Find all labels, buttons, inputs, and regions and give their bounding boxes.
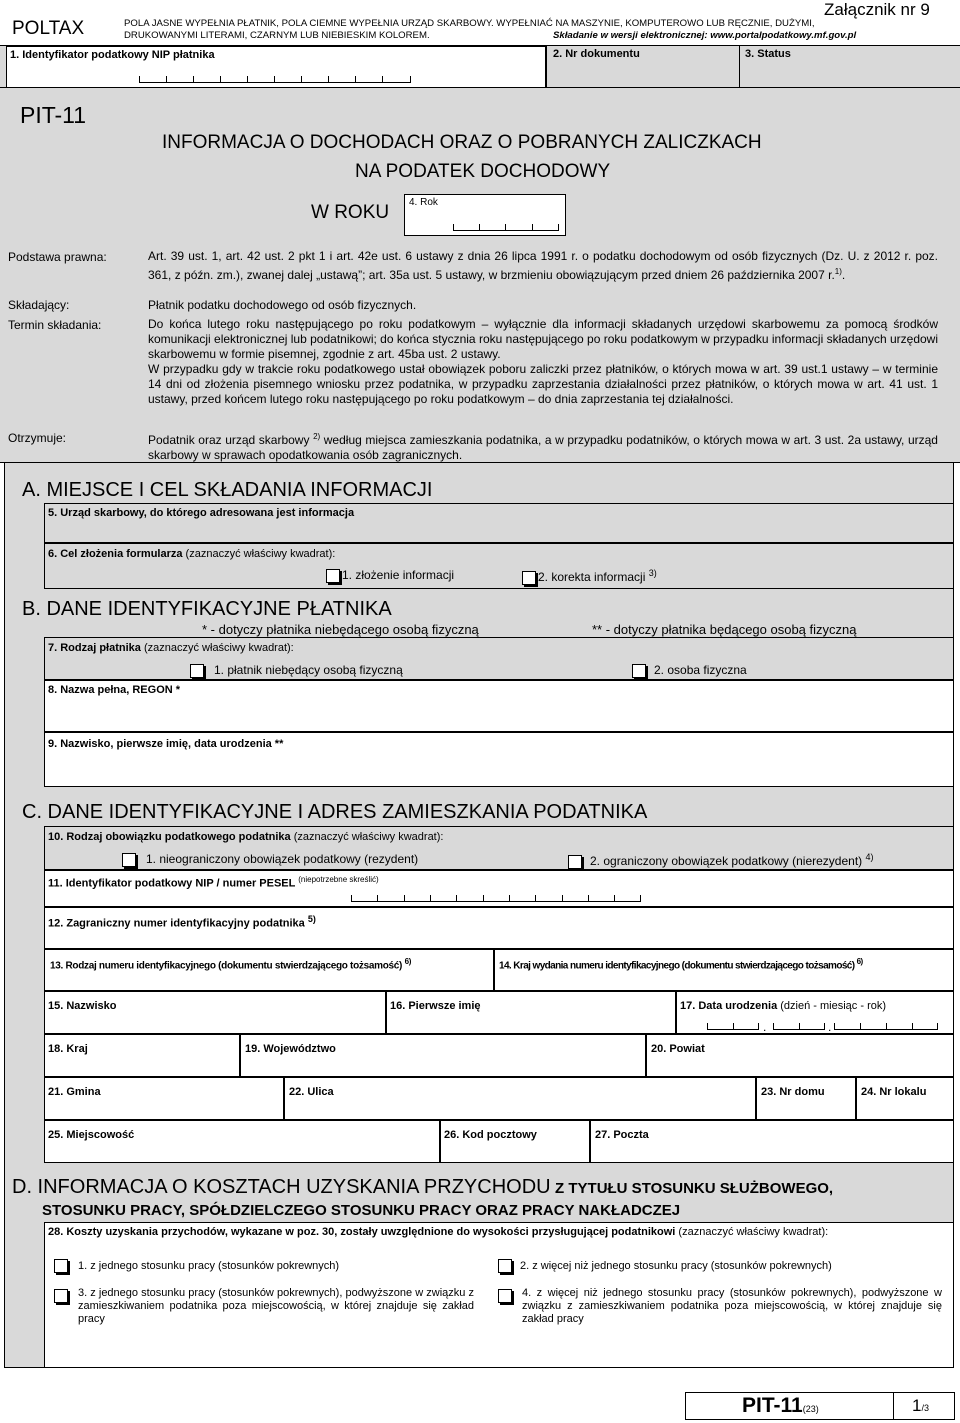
footer-total: /3 <box>921 1403 929 1413</box>
section-a-title: A. MIEJSCE I CEL SKŁADANIA INFORMACJI <box>22 479 433 501</box>
poczta-label: 27. Poczta <box>595 1129 649 1141</box>
section-d-title-line-1 <box>12 1176 952 1200</box>
otrzymuje-sup: 2) <box>313 432 321 441</box>
rok-field[interactable] <box>404 194 566 236</box>
obowiazek-option-2-checkbox[interactable] <box>568 855 582 869</box>
form-code: PIT-11 <box>20 102 87 128</box>
dzien-ticks <box>707 1024 759 1030</box>
otrzymuje-body-b: według miejsca zamieszkania podatnika, a w przypadku podatników, o których mowa w art. 3 ust. 2a ustawy, urząd skarbowy w sprawach opodatkowania osób zagranicznych. <box>148 433 938 462</box>
skladajacy-label: Składający: <box>8 298 70 312</box>
cel-option-2-checkbox[interactable] <box>522 571 536 585</box>
koszty-option-2-checkbox[interactable] <box>498 1259 512 1273</box>
rodzaj-obowiazku-label <box>48 831 443 843</box>
zagraniczny-numer-label <box>48 914 316 930</box>
zagraniczny-numer-field[interactable] <box>44 907 954 949</box>
cel-option-2-sup: 3) <box>648 568 657 578</box>
title-line-2: NA PODATEK DOCHODOWY <box>355 161 611 182</box>
kraj-label: 18. Kraj <box>48 1043 88 1055</box>
wojewodztwo-label: 19. Województwo <box>245 1043 336 1055</box>
rodzaj-platnika-field <box>44 637 954 680</box>
gmina-field[interactable] <box>44 1077 284 1120</box>
cel-option-1[interactable] <box>326 568 454 583</box>
nip-pesel-note: (niepotrzebne skreślić) <box>298 875 379 884</box>
kod-pocztowy-label: 26. Kod pocztowy <box>444 1129 537 1141</box>
footer-page-number <box>912 1396 929 1416</box>
rodzaj-numeru-field[interactable] <box>44 949 494 991</box>
cel-zlozenia-label-bold: 6. Cel złożenia formularza <box>48 548 183 560</box>
nip-digit-ticks <box>139 77 411 83</box>
koszty-option-3-label: 3. z jednego stosunku pracy (stosunków pokrewnych), podwyższone w związku z zamieszkiwaniem podatnika poza miejscowością, w której znajduje się zakład pracy <box>78 1287 474 1325</box>
rok-urodzenia-ticks <box>834 1024 938 1030</box>
status-label: 3. Status <box>745 48 791 60</box>
section-d-title <box>12 1176 952 1222</box>
rodzaj-platnika-option-1-label: 1. płatnik niebędący osobą fizyczną <box>214 663 403 677</box>
miejscowosc-label: 25. Miejscowość <box>48 1129 135 1141</box>
brand: POLTAX <box>12 18 85 39</box>
koszty-option-1-checkbox[interactable] <box>54 1259 68 1273</box>
w-roku-label: W ROKU <box>311 202 390 223</box>
podstawa-sup: 1) <box>834 267 842 276</box>
rodzaj-platnika-note: (zaznaczyć właściwy kwadrat): <box>143 642 294 654</box>
field-divider-1 <box>546 45 547 88</box>
pierwsze-imie-field[interactable] <box>386 991 676 1034</box>
powiat-field[interactable] <box>646 1034 954 1077</box>
termin-label: Termin składania: <box>8 318 102 332</box>
cel-zlozenia-field <box>44 543 954 589</box>
nip-pesel-label-bold: 11. Identyfikator podatkowy NIP / numer PESEL <box>48 877 296 890</box>
footer-version: (23) <box>802 1404 819 1414</box>
rodzaj-platnika-option-2-label: 2. osoba fizyczna <box>654 663 747 677</box>
rok-digit-ticks <box>453 225 559 231</box>
obowiazek-option-1[interactable] <box>122 852 418 867</box>
kraj-field[interactable] <box>44 1034 240 1077</box>
rodzaj-platnika-option-2[interactable] <box>632 663 747 678</box>
koszty-label <box>48 1226 828 1238</box>
obowiazek-option-2-sup: 4) <box>865 852 874 862</box>
nr-domu-label: 23. Nr domu <box>761 1086 825 1098</box>
urzad-skarbowy-label: 5. Urząd skarbowy, do którego adresowana jest informacja <box>48 507 355 519</box>
rodzaj-obowiazku-note: (zaznaczyć właściwy kwadrat): <box>293 831 444 843</box>
termin-text <box>148 317 938 407</box>
data-urodzenia-label <box>680 1000 886 1012</box>
cel-option-2[interactable] <box>522 568 657 585</box>
koszty-option-2-label: 2. z więcej niż jednego stosunku pracy (stosunków pokrewnych) <box>520 1259 832 1272</box>
nazwisko-label: 15. Nazwisko <box>48 1000 117 1012</box>
rodzaj-platnika-option-1-checkbox[interactable] <box>190 664 204 678</box>
data-urodzenia-note: (dzień - miesiąc - rok) <box>780 1000 887 1012</box>
date-dot-1: . <box>763 1020 767 1034</box>
koszty-option-4-label: 4. z więcej niż jednego stosunku pracy (stosunków pokrewnych), podwyższone w związku z zamieszkiwaniem podatnika poza miejscowością, w której znajduje się zakład pracy <box>522 1287 942 1325</box>
section-d-title-small-2: STOSUNKU PRACY, SPÓŁDZIELCZEGO STOSUNKU PRACY ORAZ PRACY NAKŁADCZEJ <box>42 1202 681 1219</box>
nr-domu-field[interactable] <box>756 1077 856 1120</box>
rodzaj-obowiazku-label-bold: 10. Rodzaj obowiązku podatkowego podatnika <box>48 831 291 843</box>
koszty-option-3-checkbox[interactable] <box>54 1289 68 1303</box>
otrzymuje-body-a: Podatnik oraz urząd skarbowy <box>148 433 310 447</box>
rodzaj-platnika-label-bold: 7. Rodzaj płatnika <box>48 642 141 654</box>
koszty-option-3[interactable] <box>54 1287 474 1326</box>
nr-lokalu-field[interactable] <box>856 1077 954 1120</box>
rodzaj-platnika-option-1[interactable] <box>190 663 403 678</box>
section-b-note-2: ** - dotyczy płatnika będącego osobą fizyczną <box>592 622 857 637</box>
powiat-label: 20. Powiat <box>651 1043 705 1055</box>
miejscowosc-field[interactable] <box>44 1120 440 1163</box>
data-urodzenia-label-bold: 17. Data urodzenia <box>680 1000 778 1012</box>
podstawa-label: Podstawa prawna: <box>8 250 107 264</box>
podstawa-text: Art. 39 ust. 1, art. 42 ust. 2 pkt 1 i art. 42e ust. 6 ustawy z dnia 26 lipca 1991 r. o podatku dochodowym od osób fizycznych (Dz. U. z 2012 r. poz. 361, z późn. zm.), zwanej dalej „ustawą”; art. 35a ust. 5 ustawy, w brzmieniu obowiązującym przed dniem 26 października 2007 r.$^{1)}$. <box>148 249 938 282</box>
nazwisko-field[interactable] <box>44 991 386 1034</box>
section-c-title: C. DANE IDENTYFIKACYJNE I ADRES ZAMIESZKANIA PODATNIKA <box>22 801 648 823</box>
koszty-option-2[interactable] <box>498 1259 832 1273</box>
urzad-skarbowy-field[interactable] <box>44 503 954 543</box>
section-d-title-big: D. INFORMACJA O KOSZTACH UZYSKANIA PRZYCHODU <box>12 1176 551 1198</box>
nip-pesel-field[interactable] <box>44 870 954 907</box>
nazwisko-imie-data-label: 9. Nazwisko, pierwsze imię, data urodzenia ** <box>48 738 284 750</box>
koszty-option-4-checkbox[interactable] <box>498 1289 512 1303</box>
kraj-wydania-sup: 6) <box>856 957 863 966</box>
kraj-wydania-label-text: 14. Kraj wydania numeru identyfikacyjnego (dokumentu stwierdzającego tożsamość) <box>499 960 855 972</box>
nip-platnika-label: 1. Identyfikator podatkowy NIP płatnika <box>10 49 215 61</box>
obowiazek-option-1-label: 1. nieograniczony obowiązek podatkowy (rezydent) <box>146 852 419 866</box>
koszty-label-bold: 28. Koszty uzyskania przychodów, wykazane w poz. 30, zostały uwzględnione do wysokości przysługującej podatnikowi <box>48 1226 676 1238</box>
otrzymuje-label: Otrzymuje: <box>8 431 67 445</box>
koszty-option-1[interactable] <box>54 1259 339 1273</box>
otrzymuje-text <box>148 429 938 463</box>
termin-para-2: W przypadku gdy w trakcie roku podatkowego ustał obowiązek poboru zaliczki przez płatników, o których mowa w art. 39 ust.1 ustawy – w terminie 14 dni od złożenia pisemnego wniosku przez podatnika, w przypadku zaprzestania działalności przez płatników, o których mowa w art. 41 ust. 1 ustawy, przed końcem lutego roku następującego po roku podatkowym – do dnia zaprzestania tej działalności. <box>148 362 938 406</box>
zagraniczny-numer-sup: 5) <box>307 914 316 924</box>
cel-option-1-checkbox[interactable] <box>326 569 340 583</box>
pierwsze-imie-label: 16. Pierwsze imię <box>390 1000 481 1012</box>
footer-page: 1 <box>912 1396 922 1415</box>
footer-form-code <box>742 1394 819 1418</box>
annex-label: Załącznik nr 9 <box>824 0 930 19</box>
nazwa-pelna-regon-label: 8. Nazwa pełna, REGON * <box>48 684 181 696</box>
nazwa-pelna-regon-field[interactable] <box>44 680 954 732</box>
termin-para-1: Do końca lutego roku następującego po roku podatkowym – wyłącznie dla informacji składanych urzędowi skarbowemu za pomocą środków komunikacji elektronicznej lub podatnikowi; do końca stycznia roku następującego po roku podatkowym w przypadku informacji składanych urzędowi skarbowemu w formie pisemnej, zgodnie z art. 45ba ust. 2 ustawy. <box>148 317 938 361</box>
ulica-field[interactable] <box>284 1077 756 1120</box>
section-b-note-1: * - dotyczy płatnika niebędącego osobą fizyczną <box>202 622 479 637</box>
rodzaj-platnika-option-2-checkbox[interactable] <box>632 664 646 678</box>
rodzaj-platnika-label <box>48 642 294 654</box>
nip-pesel-label <box>48 875 379 890</box>
nr-dokumentu-label: 2. Nr dokumentu <box>553 48 640 60</box>
obowiazek-option-2[interactable] <box>568 852 874 869</box>
skladajacy-text: Płatnik podatku dochodowego od osób fizycznych. <box>148 298 417 312</box>
poczta-field[interactable] <box>590 1120 954 1163</box>
cel-option-2-label: 2. korekta informacji <box>538 570 646 584</box>
obowiazek-option-2-label: 2. ograniczony obowiązek podatkowy (nierezydent) <box>590 854 863 868</box>
date-dot-2: . <box>828 1020 832 1034</box>
rok-label: 4. Rok <box>409 197 438 208</box>
koszty-option-1-label: 1. z jednego stosunku pracy (stosunków pokrewnych) <box>78 1259 340 1272</box>
wojewodztwo-field[interactable] <box>240 1034 646 1077</box>
title-line-1: INFORMACJA O DOCHODACH ORAZ O POBRANYCH ZALICZKACH <box>162 132 762 153</box>
section-d-title-small-1: Z TYTUŁU STOSUNKU SŁUŻBOWEGO, <box>555 1180 834 1197</box>
instruction-line-1: POLA JASNE WYPEŁNIA PŁATNIK, POLA CIEMNE WYPEŁNIA URZĄD SKARBOWY. WYPEŁNIAĆ NA MASZYNIE, KOMPUTEROWO LUB RĘCZNIE, DUŻYMI, <box>124 18 815 29</box>
footer-divider <box>893 1392 894 1420</box>
rodzaj-numeru-sup: 6) <box>404 957 412 966</box>
miesiac-ticks <box>773 1024 825 1030</box>
podstawa-body: Art. 39 ust. 1, art. 42 ust. 2 pkt 1 i art. 42e ust. 6 ustawy z dnia 26 lipca 1991 r. o podatku dochodowym od osób fizycznych (Dz. U. z 2012 r. poz. 361, z późn. zm.), zwanej dalej „ustawą”; art. 35a ust. 5 ustawy, w brzmieniu obowiązującym przed dniem 26 października 2007 r. <box>148 249 938 282</box>
cel-option-1-label: 1. złożenie informacji <box>342 568 455 582</box>
section-b-title: B. DANE IDENTYFIKACYJNE PŁATNIKA <box>22 598 392 620</box>
obowiazek-option-1-checkbox[interactable] <box>122 853 136 867</box>
zagraniczny-numer-label-text: 12. Zagraniczny numer identyfikacyjny podatnika <box>48 917 305 930</box>
instruction-online: Składanie w wersji elektronicznej: www.portalpodatkowy.mf.gov.pl <box>553 30 857 41</box>
nip-platnika-field[interactable] <box>6 46 546 88</box>
kraj-wydania-label <box>499 957 863 971</box>
koszty-note: (zaznaczyć właściwy kwadrat): <box>678 1226 829 1238</box>
nr-lokalu-label: 24. Nr lokalu <box>861 1086 927 1098</box>
ulica-label: 22. Ulica <box>289 1086 334 1098</box>
pesel-digit-ticks <box>351 896 641 902</box>
rodzaj-numeru-label <box>50 957 411 971</box>
cel-zlozenia-label <box>48 548 335 560</box>
field-divider-2 <box>739 45 740 88</box>
instruction-line-2: DRUKOWANYMI LITERAMI, CZARNYM LUB NIEBIESKIM KOLOREM. <box>124 30 430 41</box>
gmina-label: 21. Gmina <box>48 1086 101 1098</box>
koszty-option-4[interactable] <box>498 1287 942 1326</box>
kod-pocztowy-field[interactable] <box>440 1120 590 1163</box>
footer-code: PIT-11 <box>742 1394 803 1417</box>
nazwisko-imie-data-field[interactable] <box>44 732 954 787</box>
data-urodzenia-field[interactable] <box>676 991 954 1034</box>
kraj-wydania-field[interactable] <box>494 949 954 991</box>
rodzaj-numeru-label-text: 13. Rodzaj numeru identyfikacyjnego (dokumentu stwierdzającego tożsamość) <box>50 960 403 972</box>
cel-zlozenia-note: (zaznaczyć właściwy kwadrat): <box>185 548 336 560</box>
